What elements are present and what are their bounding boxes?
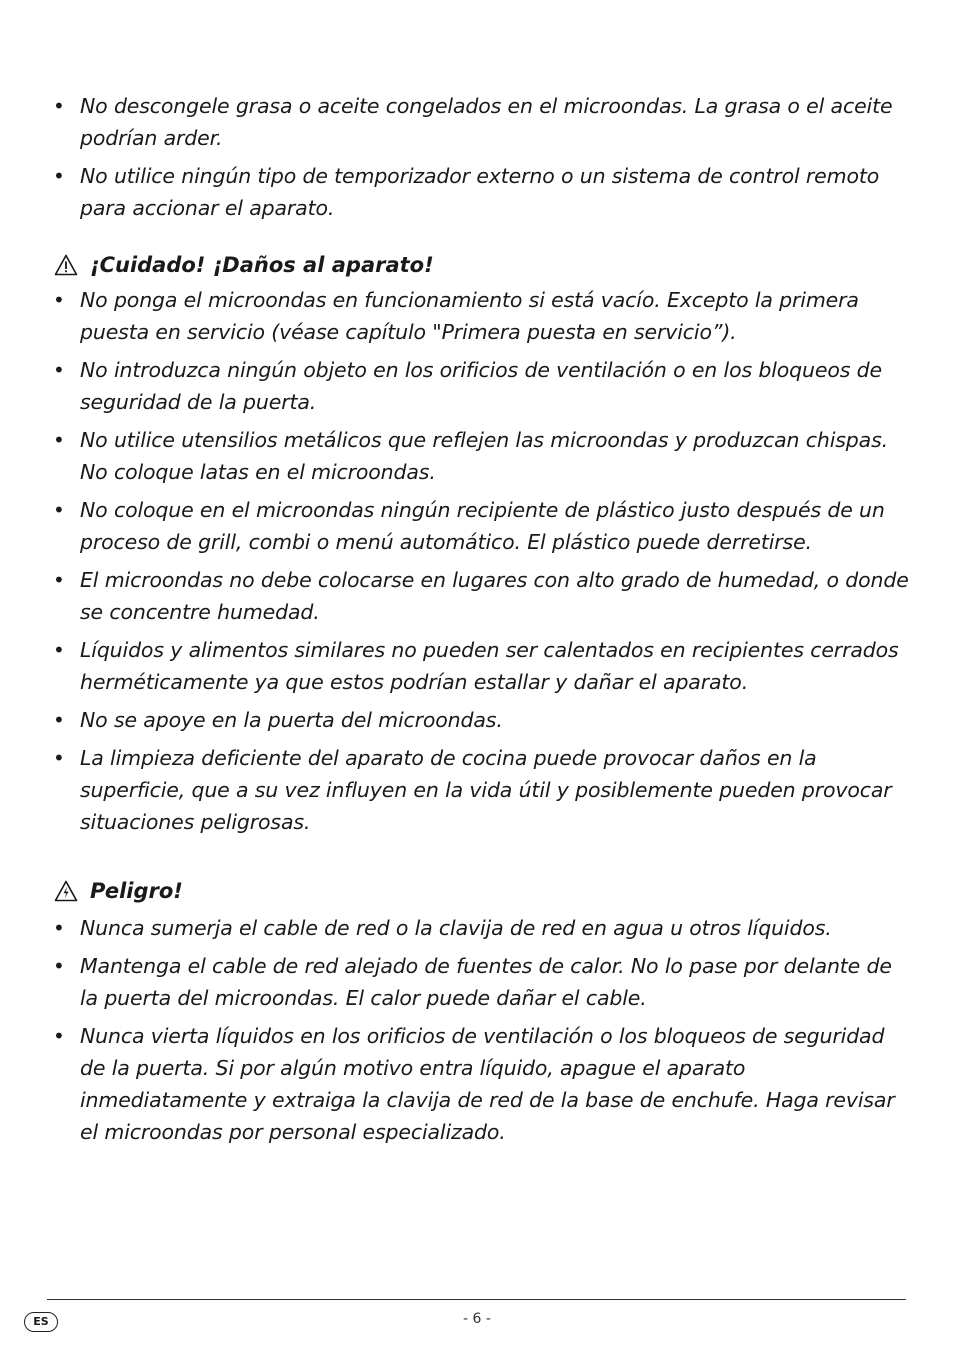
list-item: • No descongele grasa o aceite congelados en el microondas. La grasa o el aceite podrían arder.	[0, 90, 954, 154]
list-item: • El microondas no debe colocarse en lugares con alto grado de humedad, o donde se concentre humedad.	[0, 564, 954, 628]
high-voltage-warning-icon	[54, 880, 78, 902]
list-item: • No ponga el microondas en funcionamiento si está vacío. Excepto la primera puesta en servicio (véase capítulo "Primera puesta en servicio”).	[0, 284, 954, 348]
warning-triangle-icon	[54, 254, 78, 276]
top-bullet-list	[0, 90, 954, 230]
danger-heading	[54, 876, 183, 906]
language-badge: ES	[24, 1312, 58, 1332]
caution-list	[0, 284, 954, 844]
list-item: • No utilice utensilios metálicos que reflejen las microondas y produzcan chispas. No coloque latas en el microondas.	[0, 424, 954, 488]
danger-list	[0, 912, 954, 1154]
page-number: - 6 -	[463, 1311, 491, 1327]
list-item: • No utilice ningún tipo de temporizador externo o un sistema de control remoto para accionar el aparato.	[0, 160, 954, 224]
list-item: • No coloque en el microondas ningún recipiente de plástico justo después de un proceso de grill, combi o menú automático. El plástico puede derretirse.	[0, 494, 954, 558]
caution-heading	[54, 250, 434, 280]
list-item: • No se apoye en la puerta del microondas.	[0, 704, 954, 736]
list-item: • Nunca sumerja el cable de red o la clavija de red en agua u otros líquidos.	[0, 912, 954, 944]
caution-title: ¡Cuidado! ¡Daños al aparato!	[90, 253, 434, 277]
list-item: • Nunca vierta líquidos en los orificios de ventilación o los bloqueos de seguridad de la puerta. Si por algún motivo entra líquido, apague el aparato inmediatamente y extraiga la clavija de red de la base de enchufe. Haga revisar el microondas por personal especializado.	[0, 1020, 954, 1148]
list-item: • No introduzca ningún objeto en los orificios de ventilación o en los bloqueos de seguridad de la puerta.	[0, 354, 954, 418]
footer-divider	[47, 1299, 906, 1300]
list-item: • Mantenga el cable de red alejado de fuentes de calor. No lo pase por delante de la puerta del microondas. El calor puede dañar el cable.	[0, 950, 954, 1014]
list-item: • La limpieza deficiente del aparato de cocina puede provocar daños en la superficie, que a su vez influyen en la vida útil y posiblemente pueden provocar situaciones peligrosas.	[0, 742, 954, 838]
list-item: • Líquidos y alimentos similares no pueden ser calentados en recipientes cerrados herméticamente ya que estos podrían estallar y dañar el aparato.	[0, 634, 954, 698]
danger-title: Peligro!	[90, 879, 183, 903]
